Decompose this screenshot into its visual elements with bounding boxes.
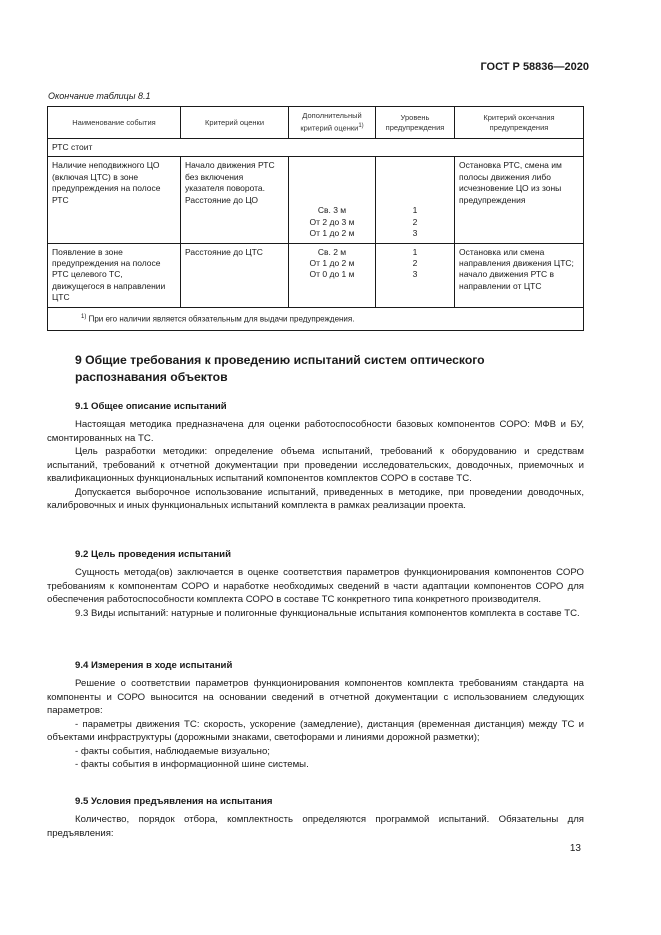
section-9-title: 9 Общие требования к проведению испытаний систем оптического распознавания объектов bbox=[75, 353, 485, 384]
cell-criterion: Расстояние до ЦТС bbox=[181, 243, 289, 307]
standard-code: ГОСТ Р 58836—2020 bbox=[480, 61, 589, 73]
table-header-row bbox=[48, 107, 584, 139]
section-9-4-body bbox=[47, 677, 584, 772]
bullet-item: - параметры движения ТС: скорость, ускорение (замедление), дистанция (временная дистанция) между ТС и объектами инфраструктуры (дорожными знаками, светофорами и линиями дорожной разметки); bbox=[47, 718, 584, 743]
table-footnote: $^{1)}$ При его наличии является обязательным для выдачи предупреждения. bbox=[48, 307, 584, 330]
header-extra-criterion: Дополнительный критерий оценки$^{1)}$ bbox=[289, 107, 376, 139]
bullet-item: - факты события в информационной шине системы. bbox=[75, 759, 309, 770]
group-label: РТС стоит bbox=[48, 139, 584, 157]
page-number: 13 bbox=[569, 843, 581, 854]
paragraph: Решение о соответствии параметров функционирования компонентов комплекта требованиям стандарта на компоненты и СОРО выносится на основании сведений в отчетной документации с использованием следующих параметров: bbox=[47, 678, 584, 716]
paragraph: Количество, порядок отбора, комплектность определяются программой испытаний. Обязательны для предъявления: bbox=[47, 814, 584, 839]
section-9-5-title: 9.5 Условия предъявления на испытания bbox=[75, 796, 273, 807]
cell-event: Появление в зоне предупреждения на полосе РТС целевого ТС, движущегося в направлении ЦТС bbox=[48, 243, 181, 307]
section-9-1-body bbox=[47, 418, 584, 513]
header-end-criterion: Критерий окончания предупреждения bbox=[455, 107, 584, 139]
table-row bbox=[48, 157, 584, 243]
header-event: Наименование события bbox=[48, 107, 181, 139]
paragraph: Сущность метода(ов) заключается в оценке соответствия параметров функционирования компонентов СОРО требованиям к компонентам СОРО и наработке необходимых сведений в части адаптации компонентов СОРО для обеспечения работоспособности комплекта СОРО в составе ТС конкретного типа конкретного производителя. bbox=[47, 567, 584, 605]
cell-level: 1 2 3 bbox=[376, 243, 455, 307]
section-9-5-body bbox=[47, 813, 584, 840]
paragraph: 9.3 Виды испытаний: натурные и полигонные функциональные испытания компонентов комплекта в составе ТС. bbox=[75, 607, 580, 619]
section-9-1-title: 9.1 Общее описание испытаний bbox=[75, 401, 227, 412]
table-8-1 bbox=[47, 106, 584, 331]
header-criterion: Критерий оценки bbox=[181, 107, 289, 139]
cell-event: Наличие неподвижного ЦО (включая ЦТС) в зоне предупреждения на полосе РТС bbox=[48, 157, 181, 243]
paragraph: Цель разработки методики: определение объема испытаний, требований к оборудованию и средствам испытаний, требований к отчетной документации при проведении исследовательских, доводочных, приемочных и квалификационных функциональных испытаний компонентов комплектов СОРО в составе ТС. bbox=[47, 446, 584, 484]
section-9-4-title: 9.4 Измерения в ходе испытаний bbox=[75, 660, 233, 671]
cell-end: Остановка РТС, смена им полосы движения либо исчезновение ЦО из зоны предупреждения bbox=[455, 157, 584, 243]
cell-level: 1 2 3 bbox=[376, 157, 455, 243]
bullet-item: - факты события, наблюдаемые визуально; bbox=[75, 745, 270, 757]
table-group-row bbox=[48, 139, 584, 157]
cell-extra: Св. 3 м От 2 до 3 м От 1 до 2 м bbox=[289, 157, 376, 243]
table-footnote-row bbox=[48, 307, 584, 330]
table-caption: Окончание таблицы 8.1 bbox=[48, 91, 151, 101]
paragraph: Допускается выборочное использование испытаний, приведенных в методике, при проведении доводочных, калибровочных и иных функциональных испытаний комплекта в рамках реализации проекта. bbox=[47, 486, 584, 511]
header-warning-level: Уровень предупреждения bbox=[376, 107, 455, 139]
cell-end: Остановка или смена направления движения ЦТС; начало движения РТС в направлении от ЦТС bbox=[455, 243, 584, 307]
section-9-2-body bbox=[47, 566, 584, 620]
section-9-2-title: 9.2 Цель проведения испытаний bbox=[75, 549, 231, 560]
cell-extra: Св. 2 м От 1 до 2 м От 0 до 1 м bbox=[289, 243, 376, 307]
table-row bbox=[48, 243, 584, 307]
paragraph: Настоящая методика предназначена для оценки работоспособности базовых компонентов СОРО: МФВ и БУ, смонтированных на ТС. bbox=[47, 419, 584, 444]
cell-criterion: Начало движения РТС без включения указателя поворота. Расстояние до ЦО bbox=[181, 157, 289, 243]
